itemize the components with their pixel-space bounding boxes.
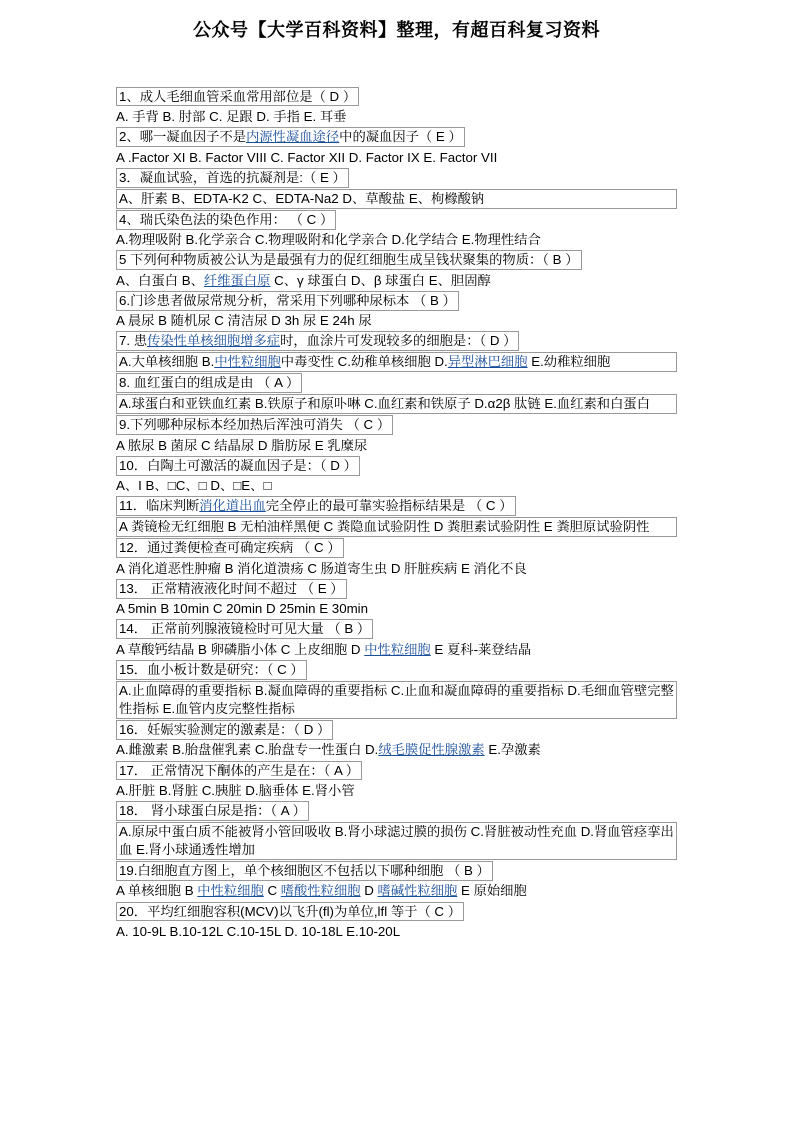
question-text — [115, 127, 678, 148]
question-stem — [116, 415, 393, 435]
answer-fragment: A.球蛋白和亚铁血红素 B.铁原子和原卟啉 C.血红素和铁原子 D.α2β 肽链 E.血红素和白蛋白 — [119, 396, 650, 412]
question-fragment: 2、哪一凝血因子不是 — [119, 129, 247, 145]
question-text — [115, 496, 678, 517]
question-item — [115, 901, 678, 942]
question-stem — [116, 861, 493, 881]
answer-options-text — [116, 232, 541, 247]
answer-fragment: A .Factor XI B. Factor VIII C. Factor XII D. Factor IX E. Factor VII — [116, 149, 498, 165]
question-stem — [116, 902, 464, 922]
answer-fragment: E.孕激素 — [484, 742, 541, 758]
question-item — [115, 660, 678, 719]
question-fragment: 12．通过粪便检查可确定疾病 （ C ） — [119, 540, 341, 556]
question-text — [115, 660, 678, 681]
answer-options — [115, 394, 678, 414]
question-text — [115, 760, 678, 781]
question-text — [115, 250, 678, 271]
question-stem — [116, 720, 333, 740]
term-link[interactable]: 传染性单核细胞增多症 — [147, 333, 281, 349]
answer-options-text — [116, 352, 677, 372]
answer-fragment: A.雌激素 B.胎盘催乳素 C.胎盘专一性蛋白 D. — [116, 742, 379, 758]
term-link[interactable]: 中性粒细胞 — [214, 354, 281, 370]
answer-options-text — [116, 109, 347, 124]
page-header: 公众号【大学百科资料】整理，有超百科复习资料 — [193, 20, 600, 40]
answer-options-text — [116, 478, 272, 493]
question-text — [115, 538, 678, 559]
answer-options-text — [116, 394, 677, 414]
question-fragment: 16．妊娠实验测定的激素是：（ D ） — [119, 721, 331, 737]
question-fragment: 时，血涂片可发现较多的细胞是：（ D ） — [280, 333, 517, 349]
answer-fragment: A 脓尿 B 菌尿 C 结晶尿 D 脂肪尿 E 乳糜尿 — [116, 437, 368, 453]
question-fragment: 14． 正常前列腺液镜检时可见大量 （ B ） — [119, 621, 371, 637]
answer-options-text — [116, 783, 355, 798]
answer-options — [115, 559, 678, 579]
answer-options-text — [116, 561, 527, 576]
answer-options — [115, 740, 678, 760]
answer-options — [115, 148, 678, 168]
question-fragment: 10．白陶土可激活的凝血因子是：（ D ） — [119, 457, 357, 473]
question-item — [115, 801, 678, 860]
answer-fragment: C — [263, 883, 281, 899]
question-fragment: 中的凝血因子（ E ） — [339, 129, 462, 145]
question-text — [115, 578, 678, 599]
term-link[interactable]: 异型淋巴细胞 — [447, 354, 528, 370]
term-link[interactable]: 消化道出血 — [199, 498, 266, 514]
answer-options-text — [116, 189, 677, 209]
question-stem — [116, 168, 349, 188]
answer-options-text — [116, 681, 677, 719]
question-fragment: 18． 肾小球蛋白尿是指：（ A ） — [119, 803, 306, 819]
answer-options-text — [116, 883, 527, 898]
answer-options — [115, 681, 678, 719]
answer-options — [115, 881, 678, 901]
question-item — [115, 415, 678, 456]
answer-fragment: E.幼稚粒细胞 — [527, 354, 611, 370]
answer-options — [115, 822, 678, 860]
question-item — [115, 860, 678, 901]
answer-options-text — [116, 822, 677, 860]
answer-options — [115, 311, 678, 331]
answer-options-text — [116, 273, 491, 288]
question-stem — [116, 87, 359, 107]
answer-fragment: A、白蛋白 B、 — [116, 272, 204, 288]
question-stem — [116, 538, 344, 558]
question-stem — [116, 660, 307, 680]
answer-options-text — [116, 438, 367, 453]
question-fragment: 6.门诊患者做尿常规分析，常采用下列哪种尿标本 （ B ） — [119, 292, 456, 308]
question-list — [115, 86, 678, 942]
question-item — [115, 578, 678, 619]
question-stem — [116, 456, 360, 476]
question-text — [115, 719, 678, 740]
answer-fragment: A.物理吸附 B.化学亲合 C.物理吸附和化学亲合 D.化学结合 E.物理性结合 — [116, 232, 541, 248]
question-stem — [116, 127, 465, 147]
answer-fragment: E 夏科-莱登结晶 — [430, 641, 532, 657]
answer-options-text — [116, 517, 677, 537]
answer-fragment: 中毒变性 C.幼稚单核细胞 D. — [280, 354, 448, 370]
question-fragment: 11．临床判断 — [119, 498, 200, 514]
answer-options — [115, 436, 678, 456]
answer-options-text — [116, 313, 372, 328]
question-fragment: 4、瑞氏染色法的染色作用： （ C ） — [119, 211, 334, 227]
answer-options — [115, 640, 678, 660]
question-text — [115, 619, 678, 640]
answer-options — [115, 271, 678, 291]
question-text — [115, 415, 678, 436]
question-item — [115, 290, 678, 331]
question-fragment: 15．血小板计数是研究：（ C ） — [119, 662, 304, 678]
question-text — [115, 860, 678, 881]
question-stem — [116, 801, 309, 821]
question-fragment: 3．凝血试验，首选的抗凝剂是:（ E ） — [119, 169, 346, 185]
answer-fragment: A 消化道恶性肿瘤 B 消化道溃疡 C 肠道寄生虫 D 肝脏疾病 E 消化不良 — [116, 560, 527, 576]
question-fragment: 7. 患 — [119, 333, 148, 349]
question-fragment: 8. 血红蛋白的组成是由 （ A ） — [119, 375, 300, 391]
question-fragment: 1、成人毛细血管采血常用部位是（ D ） — [119, 88, 357, 104]
answer-options — [115, 781, 678, 801]
answer-fragment: A. 手背 B. 肘部 C. 足跟 D. 手指 E. 耳垂 — [116, 108, 347, 124]
answer-fragment: A.止血障碍的重要指标 B.凝血障碍的重要指标 C.止血和凝血障碍的重要指标 D.毛细血管壁完整性指标 E.血管内皮完整性指标 — [119, 683, 674, 716]
question-stem — [116, 496, 516, 516]
question-item — [115, 127, 678, 168]
question-stem — [116, 579, 347, 599]
question-text — [115, 167, 678, 188]
term-link[interactable]: 纤维蛋白原 — [203, 272, 271, 288]
answer-options — [115, 189, 678, 209]
term-link[interactable]: 嗜酸性粒细胞 — [280, 883, 361, 899]
answer-options-text — [116, 601, 368, 616]
term-link[interactable]: 中性粒细胞 — [364, 641, 431, 657]
question-text — [115, 373, 678, 394]
term-link[interactable]: 绒毛膜促性腺激素 — [378, 742, 485, 758]
term-link[interactable]: 中性粒细胞 — [197, 883, 264, 899]
answer-options — [115, 599, 678, 619]
answer-fragment: D — [360, 883, 378, 899]
question-item — [115, 619, 678, 660]
answer-options — [115, 517, 678, 537]
question-text — [115, 209, 678, 230]
question-stem — [116, 291, 459, 311]
answer-options-text — [116, 642, 531, 657]
answer-fragment: A、I B、□C、□ D、□E、□ — [116, 478, 272, 494]
question-stem — [116, 250, 582, 270]
question-item — [115, 250, 678, 291]
answer-options-text — [116, 150, 497, 165]
question-stem — [116, 619, 373, 639]
term-link[interactable]: 内源性凝血途径 — [246, 129, 340, 145]
answer-fragment: E 原始细胞 — [457, 883, 527, 899]
question-stem — [116, 373, 302, 393]
question-fragment: 13． 正常精液液化时间不超过 （ E ） — [119, 580, 344, 596]
question-text — [115, 801, 678, 822]
question-fragment: 9.下列哪种尿标本经加热后浑浊可消失 （ C ） — [119, 417, 391, 433]
answer-options — [115, 922, 678, 942]
answer-fragment: A 粪镜检无红细胞 B 无柏油样黑便 C 粪隐血试验阴性 D 粪胆素试验阴性 E 粪胆原试验阴性 — [119, 519, 650, 535]
question-item — [115, 331, 678, 372]
answer-options-text — [116, 924, 400, 939]
answer-options — [115, 476, 678, 496]
term-link[interactable]: 嗜碱性粒细胞 — [377, 883, 458, 899]
answer-fragment: A.大单核细胞 B. — [119, 354, 215, 370]
question-text — [115, 331, 678, 352]
answer-fragment: A. 10-9L B.10-12L C.10-15L D. 10-18L E.10-20L — [116, 923, 401, 939]
answer-options — [115, 230, 678, 250]
question-item — [115, 760, 678, 801]
question-stem — [116, 761, 362, 781]
question-item — [115, 373, 678, 414]
question-item — [115, 455, 678, 496]
question-fragment: 19.白细胞直方图上，单个核细胞区不包括以下哪种细胞 （ B ） — [119, 862, 490, 878]
question-fragment: 17． 正常情况下酮体的产生是在：（ A ） — [119, 762, 360, 778]
question-text — [115, 86, 678, 107]
answer-options — [115, 352, 678, 372]
answer-fragment: A、肝素 B、EDTA-K2 C、EDTA-Na2 D、草酸盐 E、枸橼酸钠 — [119, 190, 485, 206]
question-stem — [116, 210, 336, 230]
question-stem — [116, 331, 519, 351]
question-item — [115, 86, 678, 127]
question-item — [115, 538, 678, 579]
question-fragment: 完全停止的最可靠实验指标结果是 （ C ） — [265, 498, 513, 514]
answer-fragment: A 草酸钙结晶 B 卵磷脂小体 C 上皮细胞 D — [116, 641, 365, 657]
answer-fragment: A.肝脏 B.肾脏 C.胰脏 D.脑垂体 E.肾小管 — [116, 782, 355, 798]
answer-fragment: A 5min B 10min C 20min D 25min E 30min — [116, 601, 369, 617]
question-item — [115, 167, 678, 208]
question-text — [115, 290, 678, 311]
answer-options — [115, 107, 678, 127]
answer-fragment: A 晨尿 B 随机尿 C 清洁尿 D 3h 尿 E 24h 尿 — [116, 313, 372, 329]
question-fragment: 20．平均红细胞容积(MCV)以飞升(fl)为单位,lfl 等于（ C ） — [119, 903, 462, 919]
question-fragment: 5 下列何种物质被公认为是最强有力的促红细胞生成呈钱状聚集的物质：（ B ） — [119, 252, 579, 268]
answer-fragment: A.原尿中蛋白质不能被肾小管回吸收 B.肾小球滤过膜的损伤 C.肾脏被动性充血 D.肾血管痉挛出血 E.肾小球通透性增加 — [119, 824, 674, 857]
answer-fragment: C、γ 球蛋白 D、β 球蛋白 E、胆固醇 — [270, 272, 491, 288]
question-text — [115, 901, 678, 922]
question-item — [115, 209, 678, 250]
question-item — [115, 719, 678, 760]
question-item — [115, 496, 678, 537]
question-text — [115, 455, 678, 476]
answer-fragment: A 单核细胞 B — [116, 883, 198, 899]
answer-options-text — [116, 742, 541, 757]
